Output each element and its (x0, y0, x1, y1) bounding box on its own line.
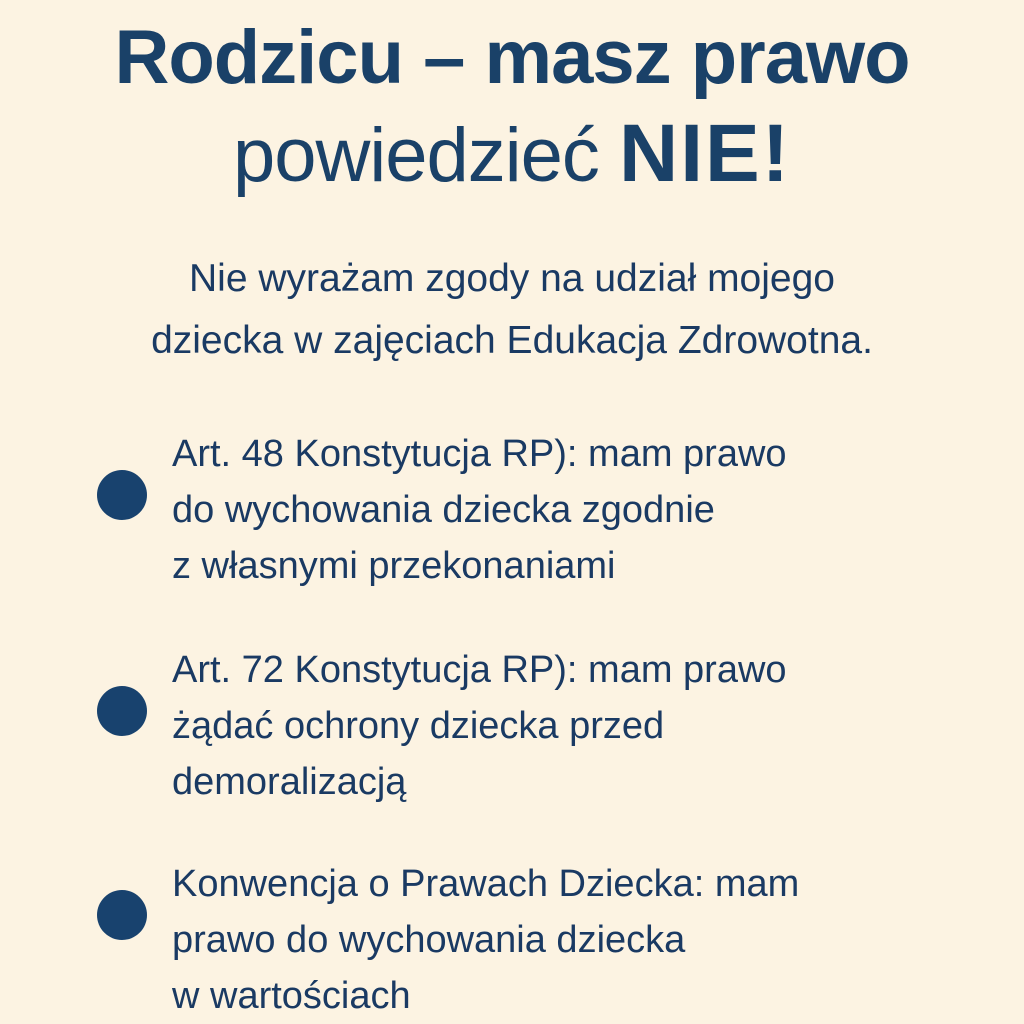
list-item-line: żądać ochrony dziecka przed (172, 705, 665, 747)
list-item-text (172, 642, 787, 810)
list-item-text (172, 426, 787, 594)
bullet-circle-icon (97, 470, 147, 520)
list-item-line: prawo do wychowania dziecka (172, 919, 686, 961)
consent-statement (0, 248, 1024, 372)
list-item-line: Art. 72 Konstytucja RP): mam prawo (172, 649, 787, 691)
list-item-line: z własnymi przekonaniami (172, 545, 616, 587)
statement-line1: Nie wyrażam zgody na udział mojego (189, 257, 835, 300)
list-item-line: w wartościach (172, 975, 411, 1017)
headline (0, 10, 1024, 204)
headline-line1: Rodzicu – masz prawo (114, 15, 910, 100)
list-item-line: demoralizacją (172, 761, 407, 803)
statement-line2: dziecka w zajęciach Edukacja Zdrowotna. (151, 319, 873, 362)
bullet-circle-icon (97, 890, 147, 940)
headline-emphasis: NIE! (619, 108, 792, 199)
list-item-text (172, 856, 799, 1024)
list-item-line: Art. 48 Konstytucja RP): mam prawo (172, 433, 787, 475)
list-item-line: Konwencja o Prawach Dziecka: mam (172, 863, 800, 905)
list-item-line: do wychowania dziecka zgodnie (172, 489, 715, 531)
headline-line2: powiedzieć (232, 113, 620, 198)
bullet-circle-icon (97, 686, 147, 736)
